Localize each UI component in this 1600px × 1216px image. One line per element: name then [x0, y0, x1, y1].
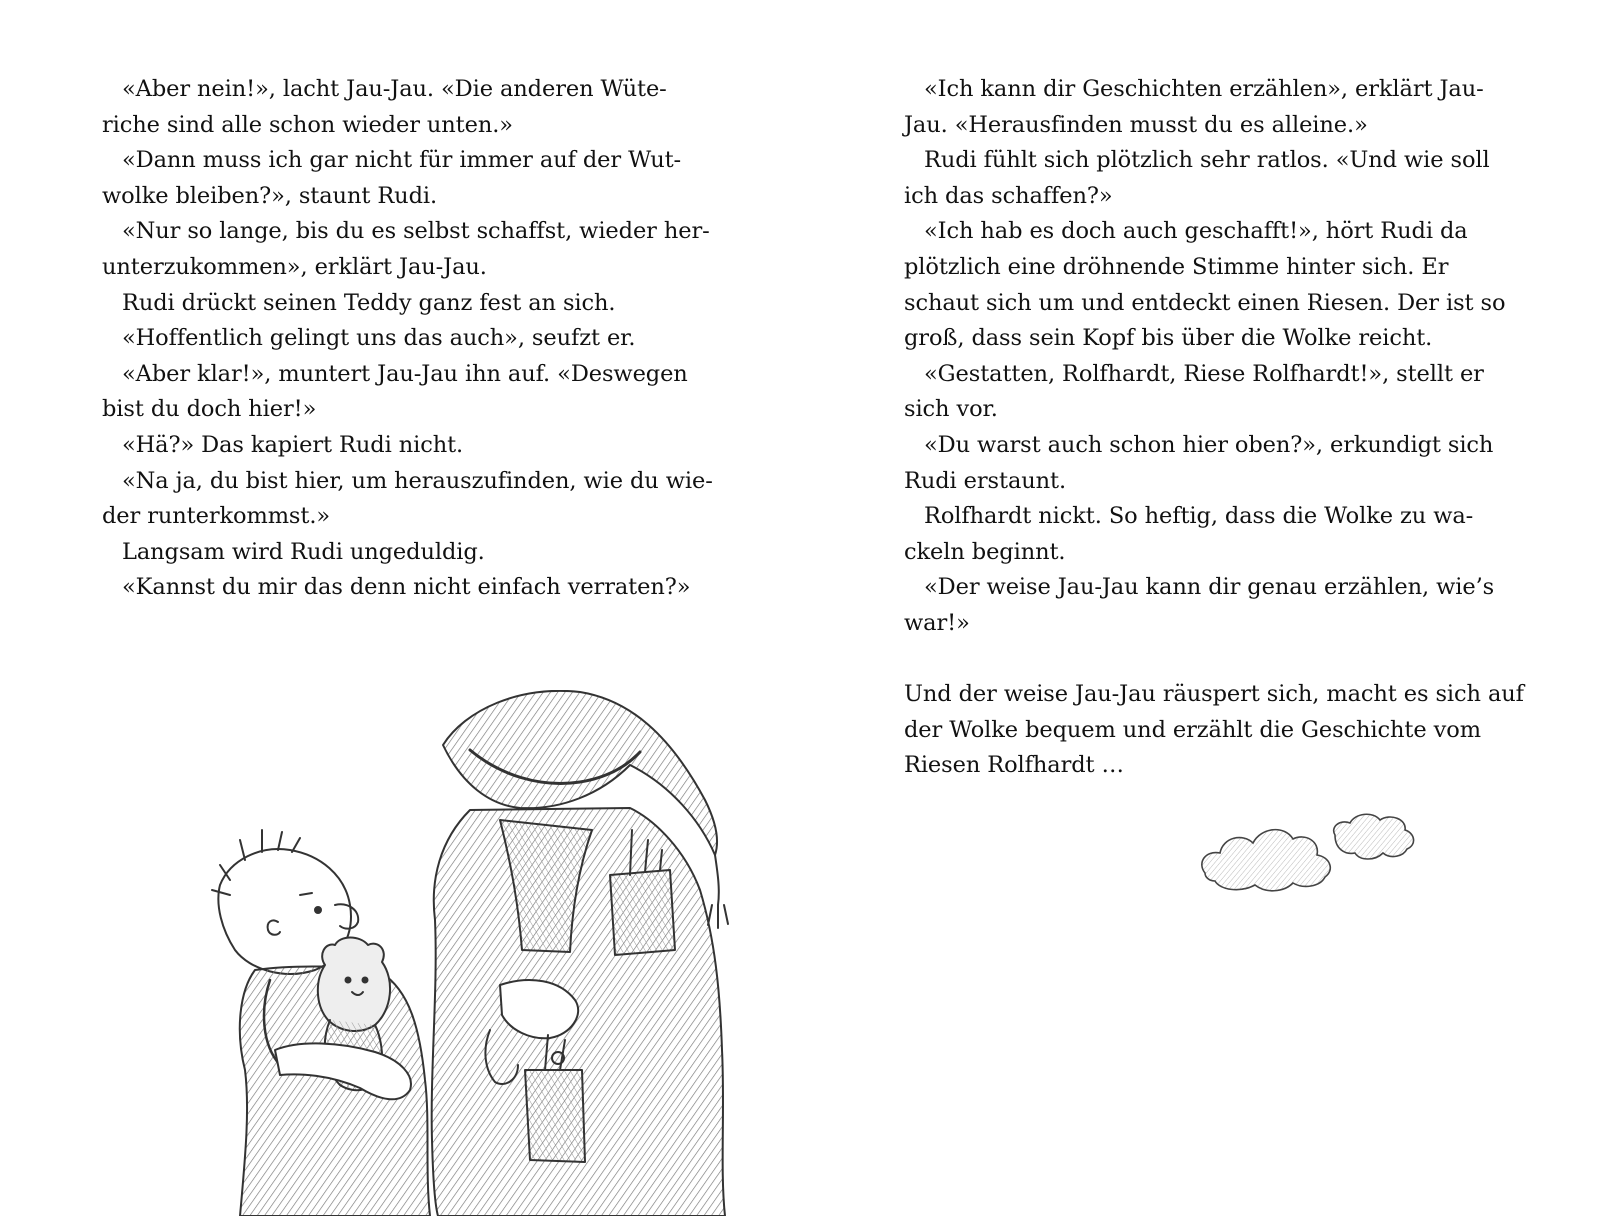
right-page-text-line: Riesen Rolfhardt … — [904, 752, 1124, 779]
right-page-text-line: war!» — [904, 609, 970, 636]
right-page-text-line: «Ich kann dir Geschichten erzählen», erklärt Jau- — [924, 76, 1484, 102]
right-page-text-line — [904, 642, 1504, 678]
right-page-text-line: schaut sich um und entdeckt einen Riesen. Der ist so — [904, 289, 1506, 316]
right-page-text-line: Rudi fühlt sich plötzlich sehr ratlos. «Und wie soll — [924, 147, 1490, 174]
right-page-text-line: «Der weise Jau-Jau kann dir genau erzählen, wie’s — [924, 574, 1495, 601]
left-page-text-line: der runterkommst.» — [102, 503, 331, 530]
right-page-text-line: plötzlich eine dröhnende Stimme hinter sich. Er — [904, 253, 1449, 280]
right-page-text — [904, 72, 1524, 784]
left-page-text-line: «Hä?» Das kapiert Rudi nicht. — [122, 431, 464, 458]
left-page-text-line: «Aber nein!», lacht Jau-Jau. «Die anderen Wüte- — [122, 76, 667, 102]
left-page-text-line: «Nur so lange, bis du es selbst schaffst, wieder her- — [122, 218, 710, 245]
right-page-text-line: «Gestatten, Rolfhardt, Riese Rolfhardt!», stellt er — [924, 360, 1484, 387]
right-page-text-line: der Wolke bequem und erzählt die Geschichte vom — [904, 716, 1481, 743]
left-page-text — [102, 72, 713, 606]
left-page-text-line: «Hoffentlich gelingt uns das auch», seufzt er. — [122, 325, 636, 352]
right-page-text-line: Und der weise Jau-Jau räuspert sich, macht es sich auf — [904, 681, 1524, 708]
right-page-text-line: «Ich hab es doch auch geschafft!», hört Rudi da — [924, 218, 1468, 245]
right-page — [800, 0, 1600, 1216]
right-page-text-line: ich das schaffen?» — [904, 182, 1113, 209]
left-page-text-line: «Dann muss ich gar nicht für immer auf der Wut- — [122, 147, 682, 174]
left-page-text-line: bist du doch hier!» — [102, 396, 317, 423]
left-page-text-line: «Kannst du mir das denn nicht einfach verraten?» — [122, 574, 691, 601]
right-page-text-line: groß, dass sein Kopf bis über die Wolke reicht. — [904, 325, 1433, 352]
right-page-text-line: ckeln beginnt. — [904, 538, 1066, 565]
left-page-text-line: unterzukommen», erklärt Jau-Jau. — [102, 253, 487, 280]
left-page-text-line: «Aber klar!», muntert Jau-Jau ihn auf. «Deswegen — [122, 360, 688, 387]
right-page-text-line: Rudi erstaunt. — [904, 467, 1067, 494]
left-page-text-line: Rudi drückt seinen Teddy ganz fest an sich. — [122, 289, 616, 316]
right-page-text-line: «Du warst auch schon hier oben?», erkundigt sich — [924, 431, 1494, 458]
boy-with-teddy-and-wizard-sketch-icon — [200, 690, 760, 1216]
left-page-text-line: Langsam wird Rudi ungeduldig. — [122, 538, 485, 565]
left-page-text-line: wolke bleiben?», staunt Rudi. — [102, 182, 438, 209]
left-page-text-line: riche sind alle schon wieder unten.» — [102, 111, 513, 138]
right-page-text-line: Rolfhardt nickt. So heftig, dass die Wolke zu wa- — [924, 503, 1474, 530]
left-page-text-line: «Na ja, du bist hier, um herauszufinden, wie du wie- — [122, 467, 713, 494]
two-small-clouds-sketch-icon — [1195, 805, 1450, 900]
right-page-text-line: Jau. «Herausfinden musst du es alleine.» — [904, 111, 1368, 138]
right-page-text-line: sich vor. — [904, 396, 998, 423]
